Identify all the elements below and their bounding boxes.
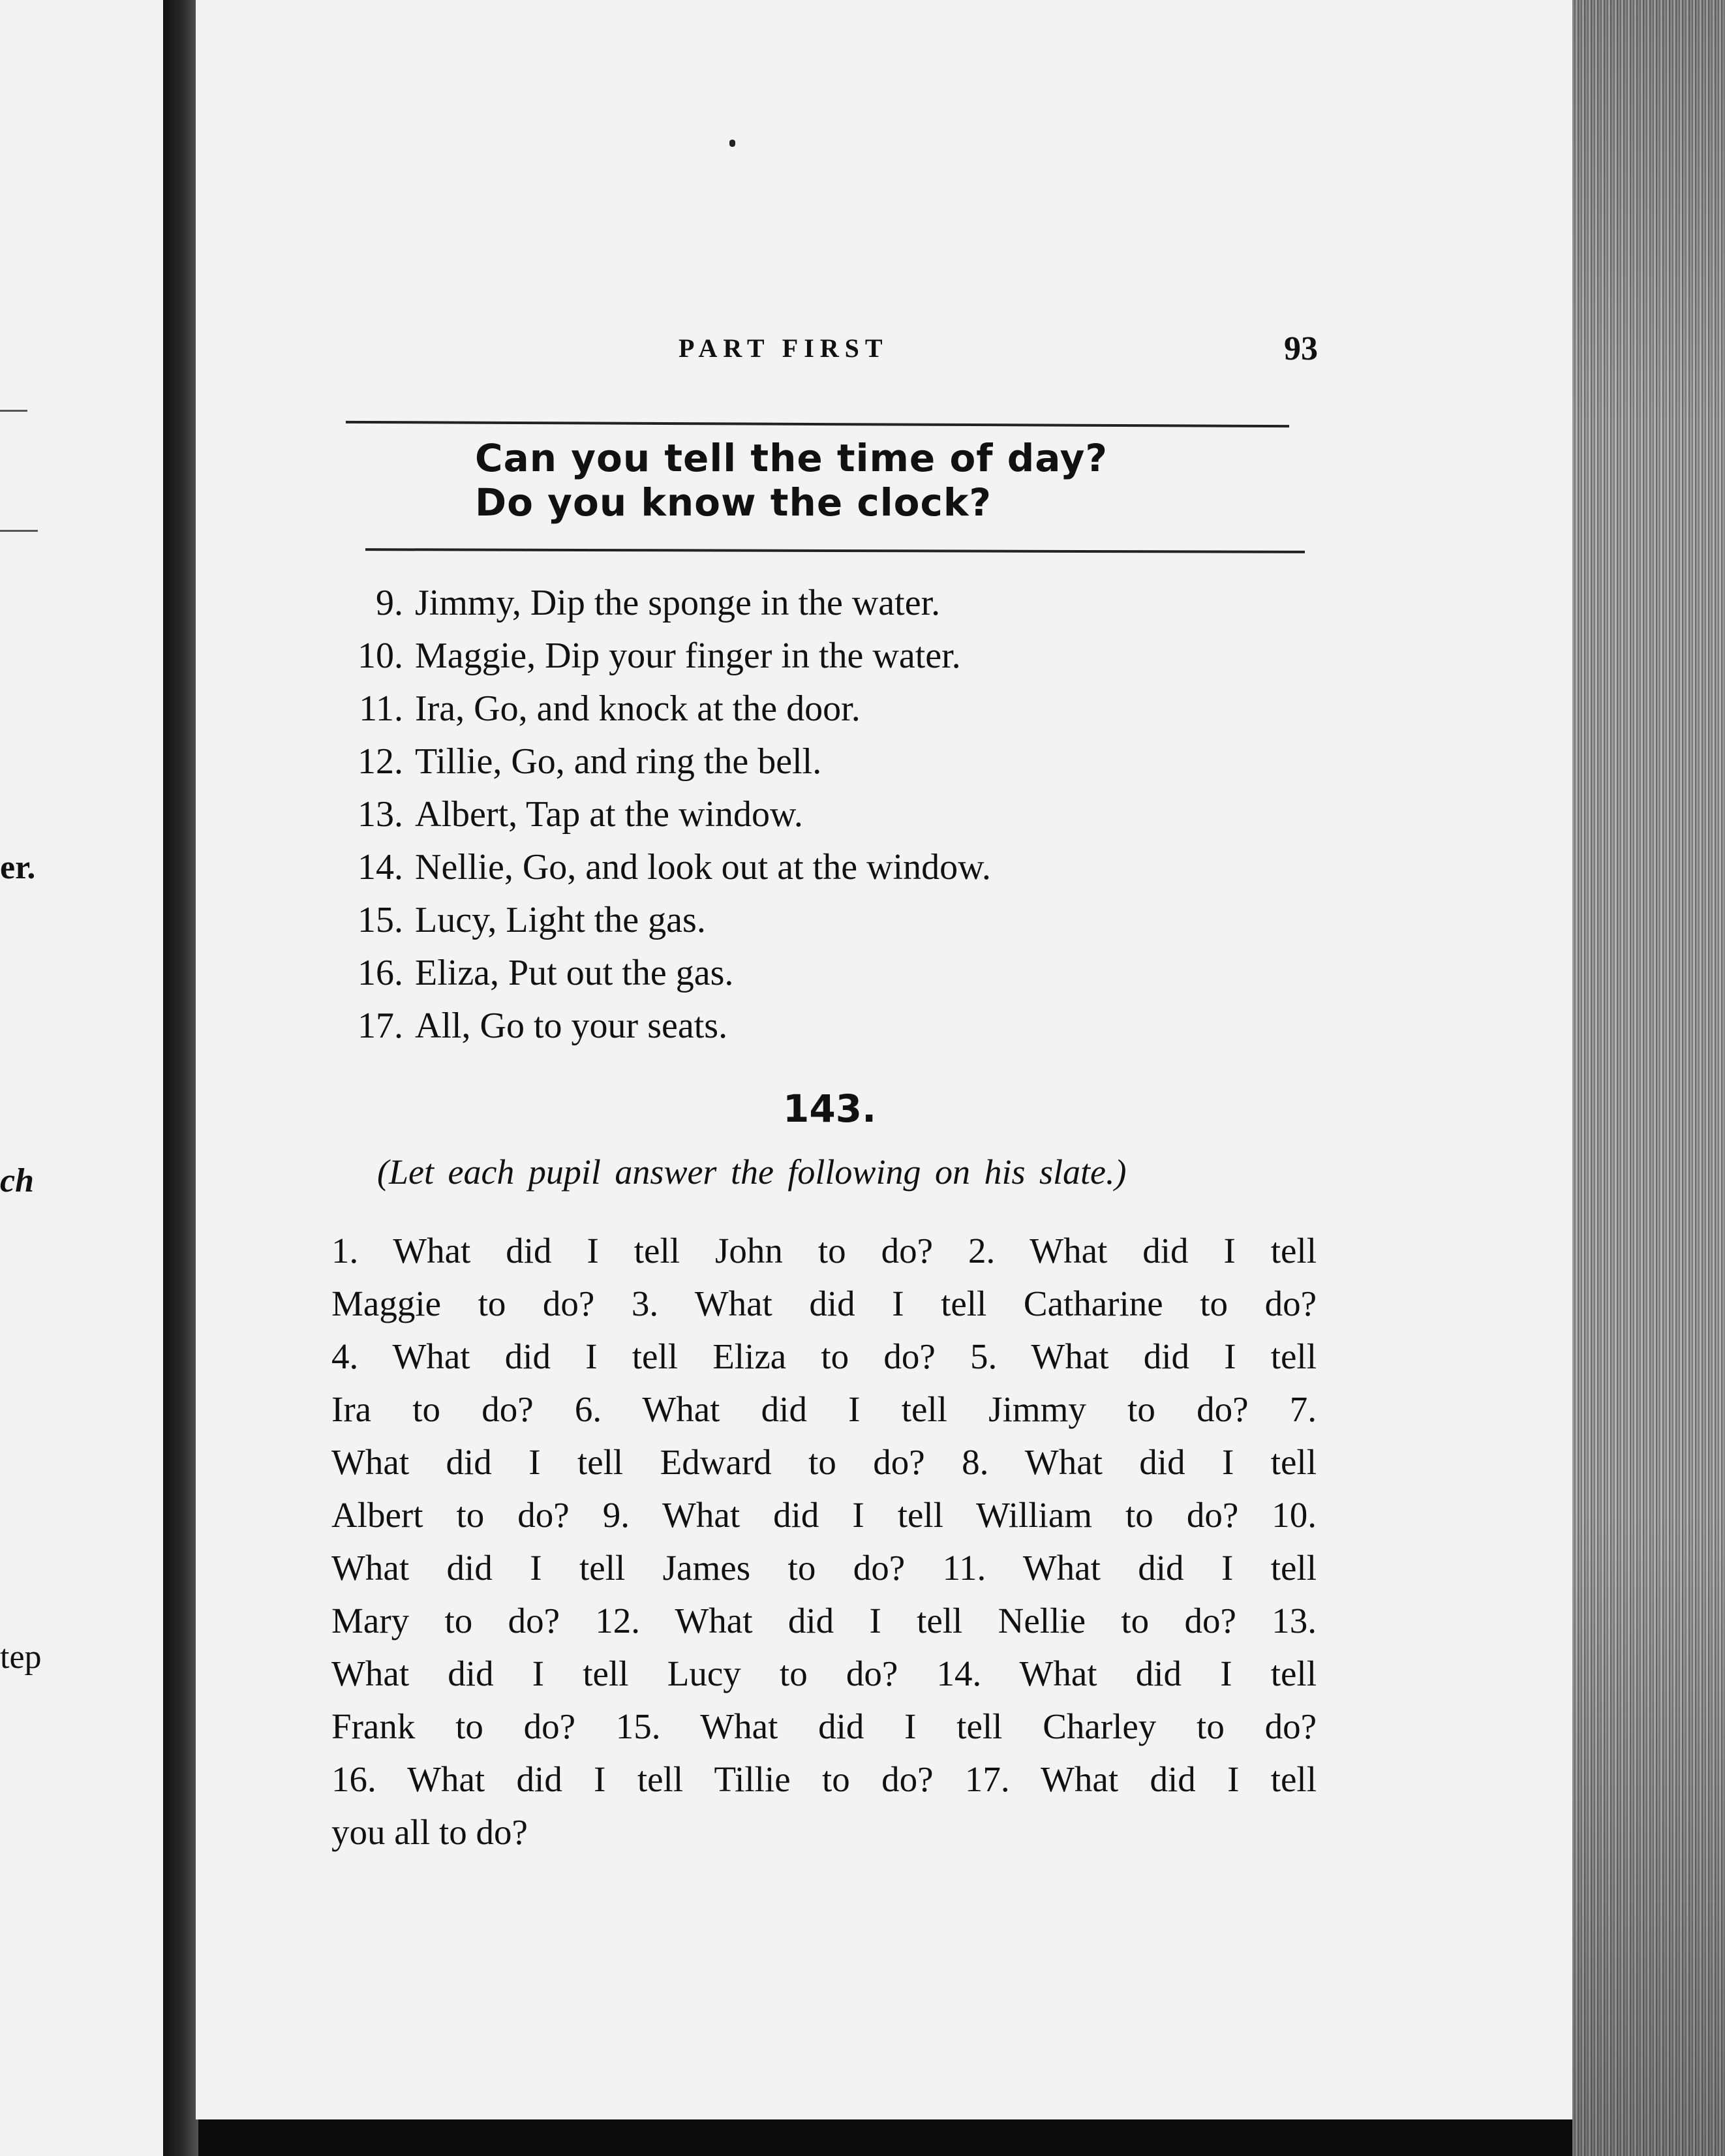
paragraph-line: Frank to do? 15. What did I tell Charley to do? bbox=[331, 1706, 1317, 1746]
paragraph-line: Mary to do? 12. What did I tell Nellie to do? 13. bbox=[331, 1601, 1317, 1640]
command-number: 11. bbox=[359, 688, 403, 729]
command-text: Eliza, Put out the gas. bbox=[415, 953, 734, 993]
command-text: Ira, Go, and knock at the door. bbox=[415, 688, 861, 729]
question-paragraph bbox=[331, 1224, 1317, 1858]
command-text: Nellie, Go, and look out at the window. bbox=[415, 847, 991, 887]
command-text: Tillie, Go, and ring the bell. bbox=[415, 741, 822, 782]
banner-line: Can you tell the time of day? bbox=[475, 436, 1108, 480]
paragraph-line: you all to do? bbox=[331, 1812, 528, 1852]
previous-page-rule bbox=[0, 410, 27, 412]
command-number: 12. bbox=[358, 741, 403, 782]
command-number: 17. bbox=[358, 1006, 403, 1046]
command-number: 15. bbox=[358, 900, 403, 940]
print-speck bbox=[729, 140, 735, 147]
paragraph-line: 1. What did I tell John to do? 2. What did I tell bbox=[331, 1231, 1317, 1270]
running-head: PART FIRST bbox=[679, 333, 889, 363]
banner-line: Do you know the clock? bbox=[475, 480, 992, 525]
command-number: 10. bbox=[358, 636, 403, 676]
paragraph-line: 16. What did I tell Tillie to do? 17. What did I tell bbox=[331, 1759, 1317, 1799]
paragraph-line: Ira to do? 6. What did I tell Jimmy to do? 7. bbox=[331, 1389, 1317, 1429]
previous-page-fragment: er. bbox=[0, 849, 36, 886]
paragraph-line: Maggie to do? 3. What did I tell Catharine to do? bbox=[331, 1284, 1317, 1323]
command-text: Jimmy, Dip the sponge in the water. bbox=[415, 583, 941, 623]
paragraph-line: What did I tell Edward to do? 8. What did I tell bbox=[331, 1442, 1317, 1482]
command-number: 14. bbox=[358, 847, 403, 887]
paragraph-line: 4. What did I tell Eliza to do? 5. What did I tell bbox=[331, 1336, 1317, 1376]
command-text: All, Go to your seats. bbox=[415, 1006, 728, 1046]
previous-page-rule bbox=[0, 530, 38, 532]
command-number: 9. bbox=[376, 583, 403, 623]
paragraph-line: What did I tell James to do? 11. What did I tell bbox=[331, 1548, 1317, 1588]
section-instruction: (Let each pupil answer the following on his slate.) bbox=[377, 1152, 1127, 1192]
command-number: 13. bbox=[358, 794, 403, 835]
page-block-edge bbox=[1572, 0, 1725, 2156]
command-text: Maggie, Dip your finger in the water. bbox=[415, 636, 961, 676]
banner bbox=[475, 436, 1108, 525]
command-text: Lucy, Light the gas. bbox=[415, 900, 706, 940]
previous-page-fragment: ch bbox=[0, 1162, 34, 1199]
book-gutter bbox=[163, 0, 198, 2156]
paragraph-line: What did I tell Lucy to do? 14. What did I tell bbox=[331, 1654, 1317, 1693]
page-number: 93 bbox=[1284, 330, 1318, 367]
section-number: 143. bbox=[783, 1086, 877, 1131]
command-text: Albert, Tap at the window. bbox=[415, 794, 803, 835]
command-number: 16. bbox=[358, 953, 403, 993]
previous-page-edge bbox=[0, 0, 163, 2156]
paragraph-line: Albert to do? 9. What did I tell William to do? 10. bbox=[331, 1495, 1317, 1535]
previous-page-fragment: tep bbox=[0, 1639, 42, 1676]
